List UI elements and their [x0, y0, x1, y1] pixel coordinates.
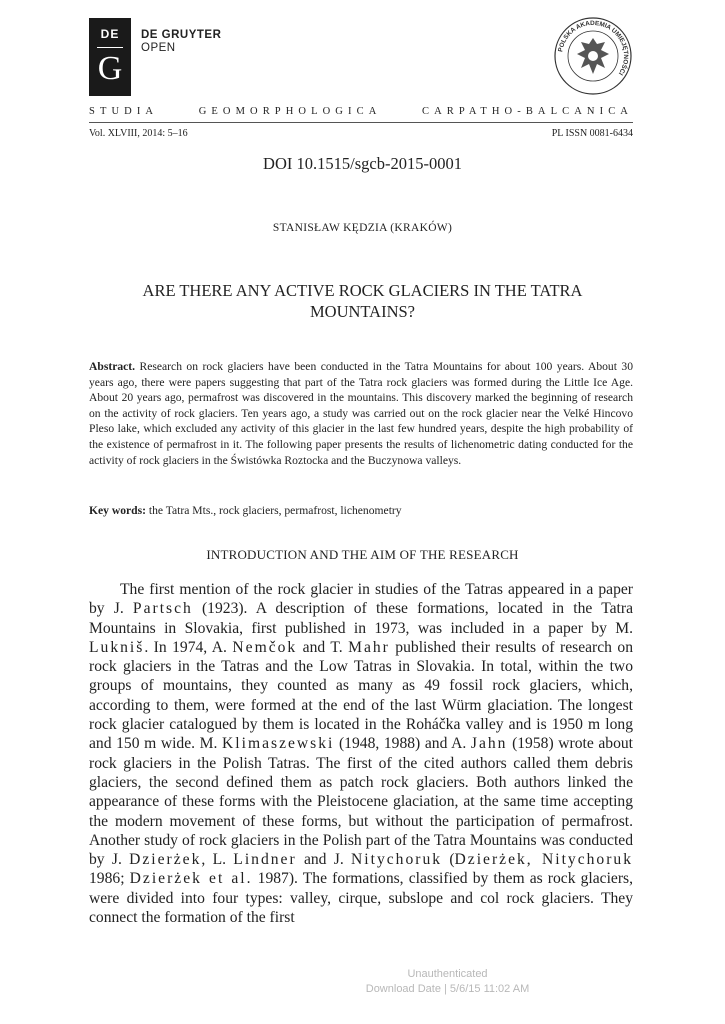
body-text-run: . In 1974, A.: [144, 638, 233, 656]
doi: DOI 10.1515/sgcb-2015-0001: [263, 154, 462, 173]
keywords-text: the Tatra Mts., rock glaciers, permafrost, lichenometry: [148, 504, 402, 517]
publisher-name: [141, 29, 221, 54]
author-citation: Dzierżek et al.: [129, 870, 253, 888]
body-text-run: (1958) wrote about rock glaciers in the Polish Tatras. The first of the cited authors called them debris glaciers, the second defined them as patch rock glaciers. Both authors linked the appearance of these forms with the Pleistocene glaciation, at the same time accepting the modern movement of these forms, but without the participation of permafrost. Another study of rock glaciers in the Polish part of the Tatra Mountains was conducted by J.: [89, 735, 633, 869]
author-citation: Klimaszewski: [222, 735, 335, 753]
abstract: [89, 359, 633, 468]
body-text-run: published their results of research on rock glaciers in the Tatras and the Low Tatras in Slovakia. In total, within the two groups of mountains, they counted as many as 49 fossil rock glaciers, which, according to them, were formed at the end of the last Würm glaciation. The longest rock glacier catalogued by them is located in the Roháčka valley and is 1950 m long and 150 m wide. M.: [89, 638, 633, 753]
author-citation: Lukniš: [89, 638, 145, 656]
volume-line: [89, 128, 633, 139]
body-text-run: , L.: [201, 851, 234, 869]
author-citation: Dzierżek: [129, 851, 202, 869]
body-text-run: (1948, 1988) and A.: [334, 735, 471, 753]
journal-title: [89, 106, 633, 117]
journal-title-word-2: GEOMORPHOLOGICA: [198, 106, 382, 117]
logo-de-text: DE: [100, 27, 120, 41]
author-citation: Nemčok: [232, 638, 298, 656]
svg-text:POLSKA AKADEMIA UMIEJĘTNOŚCI: POLSKA AKADEMIA UMIEJĘTNOŚCI: [557, 19, 630, 77]
body-text-run: and T.: [297, 638, 349, 656]
abstract-label: Abstract.: [89, 360, 136, 373]
publisher-name-line1: DE GRUYTER: [141, 29, 222, 41]
journal-title-word-3: CARPATHO-BALCANICA: [421, 106, 633, 117]
logo-divider: [97, 47, 123, 48]
body-text-run: 1987). The formations, classified by them as rock glaciers, were divided into four types: valley, cirque, subslope and col rock glaciers. They connect the formation of the first: [89, 870, 633, 927]
issn-info: PL ISSN 0081-6434: [551, 128, 633, 139]
download-watermark: [330, 967, 565, 997]
watermark-line1: Unauthenticated: [407, 968, 488, 980]
article-title: ARE THERE ANY ACTIVE ROCK GLACIERS IN THE TATRA MOUNTAINS?: [142, 281, 583, 321]
academy-seal-icon: [553, 16, 633, 96]
header-rule: [89, 122, 633, 123]
keywords: [89, 504, 633, 517]
author: STANISŁAW KĘDZIA (KRAKÓW): [272, 222, 453, 234]
watermark-line2: Download Date | 5/6/15 11:02 AM: [365, 983, 530, 995]
author-citation: Jahn: [470, 735, 508, 753]
logo-g-text: G: [97, 50, 123, 87]
abstract-text: Research on rock glaciers have been conducted in the Tatra Mountains for about 100 years. About 30 years ago, there were papers suggesting that part of the Tatra rock glaciers was formed during the Little Ice Age. About 20 years ago, permafrost was discovered in the mountains. This discovery marked the beginning of research on the activity of rock glaciers. Ten years ago, a study was carried out on the rock glacier near the Velké Hincovo Pleso lake, which excluded any activity of this glacier in the last few hundred years, despite the high probability of the existence of permafrost in it. The following paper presents the results of lichenometric dating conducted for the activity of rock glaciers in the Świstówka Roztocka and the Buczynowa valleys.: [89, 360, 633, 467]
author-citation: Dzierżek, Nitychoruk: [454, 851, 634, 869]
body-text-run: and J.: [296, 851, 352, 869]
volume-info: Vol. XLVIII, 2014: 5–16: [89, 128, 188, 139]
keywords-label: Key words:: [89, 504, 146, 517]
body-text-run: (1923). A description of these formations, located in the Tatra Mountains in Slovakia, first published in 1973, was included in a paper by M.: [89, 600, 634, 637]
author-citation: Mahr: [348, 638, 390, 656]
author-citation: Lindner: [233, 851, 297, 869]
journal-title-word-1: STUDIA: [89, 106, 159, 117]
publisher-name-line2: OPEN: [141, 42, 176, 54]
author-citation: Nitychoruk: [351, 851, 443, 869]
body-text-run: 1986;: [89, 870, 130, 888]
body-paragraph: [89, 580, 633, 927]
body-text-run: (: [442, 851, 455, 869]
publisher-logo: [89, 18, 131, 96]
section-heading: INTRODUCTION AND THE AIM OF THE RESEARCH: [206, 547, 519, 562]
author-citation: Partsch: [132, 600, 193, 618]
body-text-run: The first mention of the rock glacier in studies of the Tatras appeared in a paper by J.: [89, 581, 633, 618]
